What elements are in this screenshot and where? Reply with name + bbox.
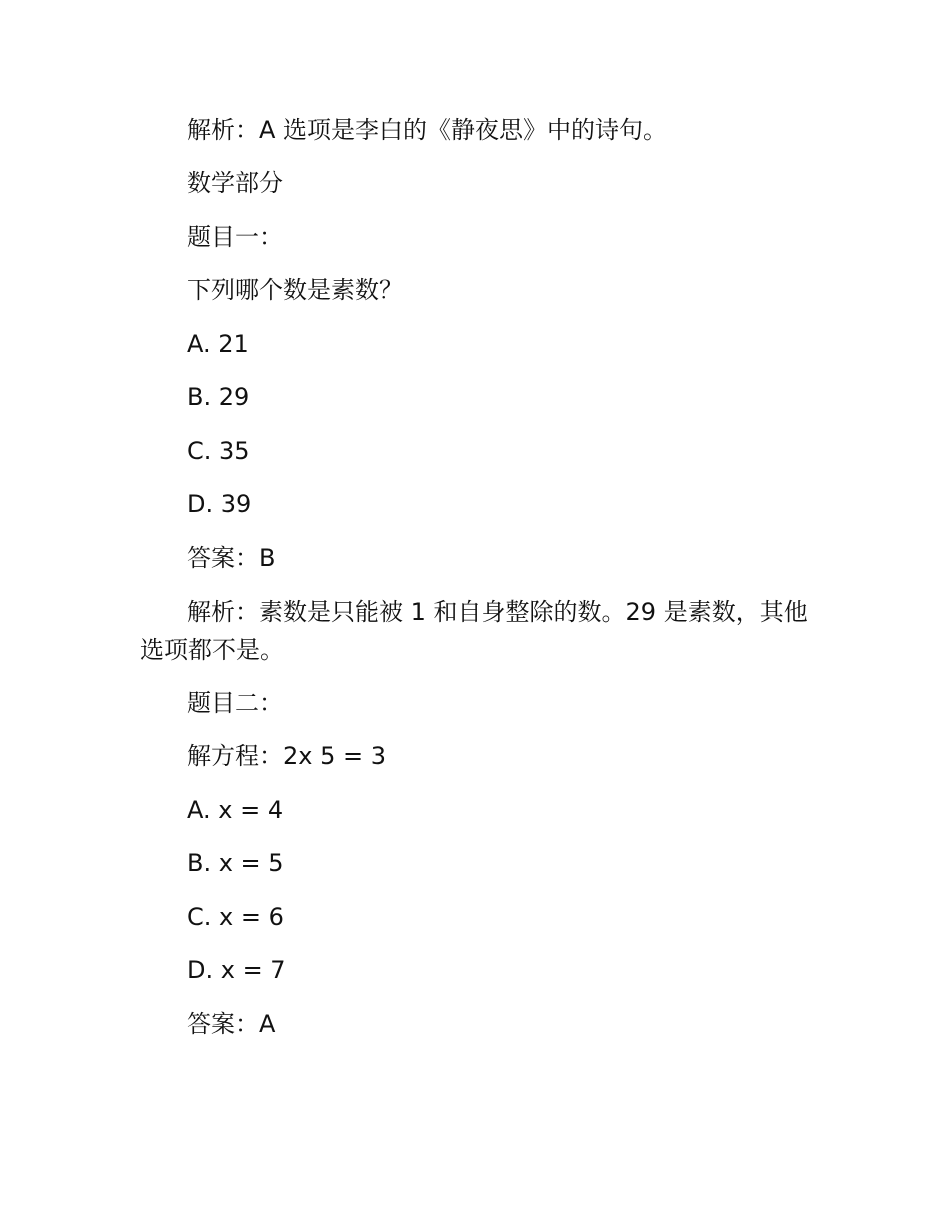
question-2-option-b: B. x = 5 — [187, 849, 284, 877]
question-2-title: 题目二： — [187, 689, 283, 717]
question-1-text: 下列哪个数是素数？ — [187, 276, 403, 304]
question-2-answer: 答案：A — [187, 1010, 276, 1038]
question-2-option-d: D. x = 7 — [187, 956, 286, 984]
question-1-title: 题目一： — [187, 223, 283, 251]
question-2-option-a: A. x = 4 — [187, 796, 284, 824]
section-heading-math: 数学部分 — [187, 169, 283, 197]
question-1-option-a: A. 21 — [187, 330, 249, 358]
question-2-text: 解方程：2x 5 = 3 — [187, 742, 387, 770]
question-1-option-c: C. 35 — [187, 437, 250, 465]
question-1-analysis: 解析：素数是只能被 1 和自身整除的数。29 是素数，其他选项都不是。 — [140, 598, 808, 664]
analysis-chinese-q: 解析：A 选项是李白的《静夜思》中的诗句。 — [187, 116, 668, 144]
question-1-option-b: B. 29 — [187, 383, 250, 411]
question-1-option-d: D. 39 — [187, 490, 252, 518]
question-2-option-c: C. x = 6 — [187, 903, 284, 931]
question-1-answer: 答案：B — [187, 544, 276, 572]
